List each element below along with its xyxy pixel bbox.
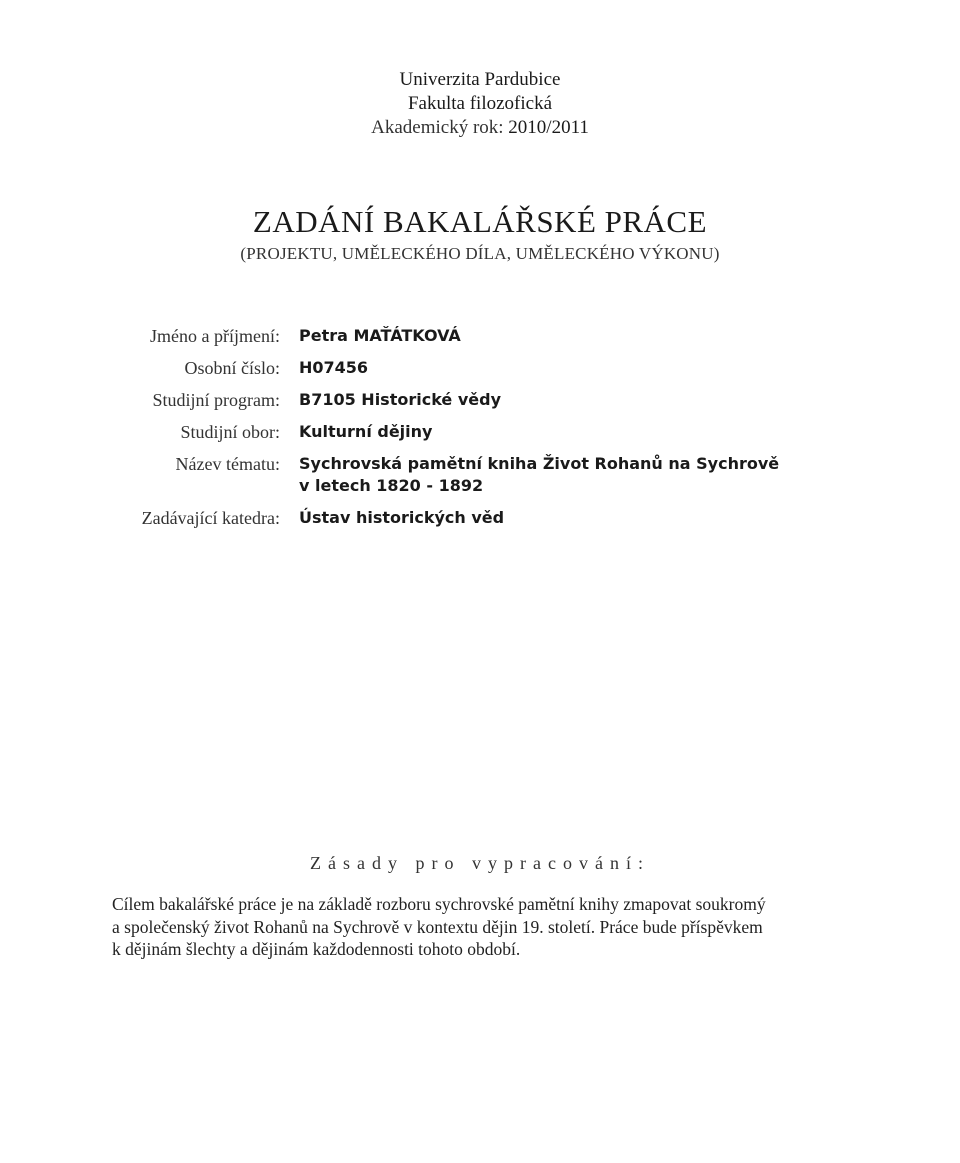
- field-label-department: Zadávající katedra:: [141, 508, 280, 528]
- field-value-field: Kulturní dějiny: [299, 422, 433, 441]
- principles-line-3: k dějinám šlechty a dějinám každodennosti tohoto období.: [112, 939, 521, 959]
- field-value-personal-number: H07456: [299, 358, 369, 377]
- principles-line-2: a společenský život Rohanů na Sychrově v kontextu dějin 19. století. Práce bude příspěvkem: [112, 916, 763, 937]
- student-info: [0, 325, 960, 539]
- principles-text: [112, 893, 877, 961]
- field-row-name: [0, 325, 960, 357]
- title-block: [0, 202, 960, 266]
- field-row-department: [0, 507, 960, 539]
- university-name: Univerzita Pardubice: [399, 69, 561, 90]
- field-row-topic: [0, 453, 960, 507]
- faculty-name: Fakulta filozofická: [407, 93, 553, 114]
- field-value-department: Ústav historických věd: [299, 508, 505, 527]
- field-value-name: Petra MAŤÁTKOVÁ: [299, 326, 461, 345]
- field-value-program: B7105 Historické vědy: [299, 390, 501, 409]
- topic-line-2: v letech 1820 - 1892: [299, 476, 484, 495]
- academic-year-label: Akademický rok:: [371, 117, 504, 138]
- field-value-topic: [299, 453, 779, 497]
- principles-heading: Zásady pro vypracování:: [310, 853, 650, 873]
- document-header: [0, 68, 960, 140]
- academic-year: [0, 116, 960, 140]
- principles-line-1: Cílem bakalářské práce je na základě rozboru sychrovské pamětní knihy zmapovat soukromý: [112, 894, 766, 914]
- academic-year-value: 2010/2011: [508, 117, 589, 138]
- field-row-field: [0, 421, 960, 453]
- field-row-personal-number: [0, 357, 960, 389]
- field-label-topic: Název tématu:: [175, 454, 280, 474]
- page-title: ZADÁNÍ BAKALÁŘSKÉ PRÁCE: [252, 204, 708, 239]
- field-label-program: Studijní program:: [152, 390, 280, 410]
- field-row-program: [0, 389, 960, 421]
- field-label-field: Studijní obor:: [180, 422, 280, 442]
- page-subtitle: (PROJEKTU, UMĚLECKÉHO DÍLA, UMĚLECKÉHO VÝKONU): [240, 244, 720, 263]
- field-label-name: Jméno a příjmení:: [150, 326, 280, 346]
- topic-line-1: Sychrovská pamětní kniha Život Rohanů na Sychrově: [299, 454, 780, 473]
- field-label-personal-number: Osobní číslo:: [184, 358, 280, 378]
